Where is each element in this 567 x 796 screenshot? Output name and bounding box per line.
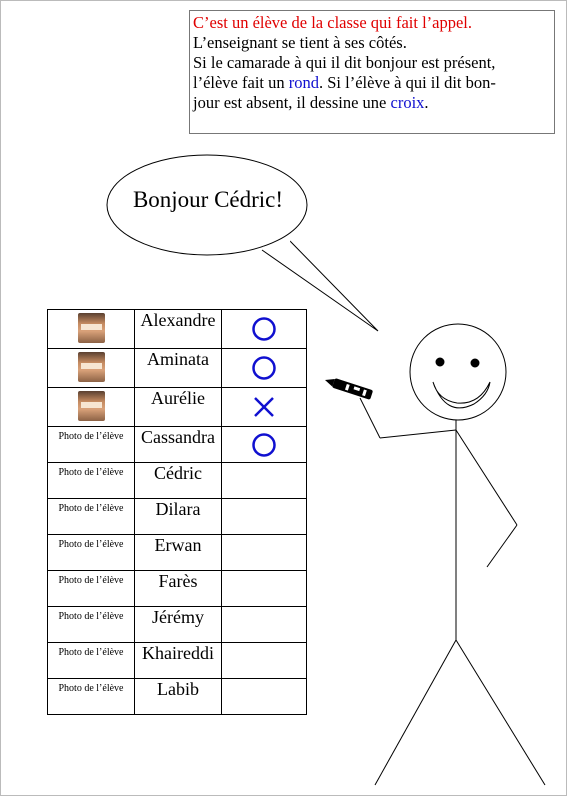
present-circle-icon xyxy=(251,316,277,342)
table-row xyxy=(48,463,307,499)
instruction-line-1: C’est un élève de la classe qui fait l’appel. xyxy=(193,13,473,32)
photo-placeholder-label: Photo de l’élève xyxy=(58,467,124,478)
right-leg xyxy=(456,640,545,785)
photo-cell xyxy=(48,499,135,535)
left-leg xyxy=(375,640,456,785)
table-row xyxy=(48,388,307,427)
attendance-mark-cell[interactable] xyxy=(222,463,307,499)
attendance-mark-cell[interactable] xyxy=(222,571,307,607)
attendance-mark-cell[interactable] xyxy=(222,310,307,349)
photo-cell xyxy=(48,535,135,571)
table-row xyxy=(48,349,307,388)
photo-cell xyxy=(48,349,135,388)
student-name: Alexandre xyxy=(135,310,222,349)
student-name: Jérémy xyxy=(135,607,222,643)
right-eye xyxy=(471,359,479,367)
instruction-line-3: Si le camarade à qui il dit bonjour est présent, xyxy=(193,53,496,72)
student-name: Khaireddi xyxy=(135,643,222,679)
left-eye xyxy=(436,358,444,366)
attendance-mark-cell[interactable] xyxy=(222,535,307,571)
crayon-icon xyxy=(323,375,373,400)
instruction-line-2: L’enseignant se tient à ses côtés. xyxy=(193,33,407,52)
present-circle-icon xyxy=(251,432,277,458)
photo-cell xyxy=(48,643,135,679)
student-name: Aurélie xyxy=(135,388,222,427)
keyword-rond: rond xyxy=(288,73,319,92)
student-name: Erwan xyxy=(135,535,222,571)
table-row xyxy=(48,607,307,643)
student-name: Dilara xyxy=(135,499,222,535)
table-row xyxy=(48,427,307,463)
attendance-table xyxy=(47,309,307,715)
present-circle-icon xyxy=(251,355,277,381)
attendance-mark-cell[interactable] xyxy=(222,349,307,388)
right-arm xyxy=(456,430,517,525)
right-forearm xyxy=(487,525,517,567)
photo-placeholder-label: Photo de l’élève xyxy=(58,683,124,694)
attendance-mark-cell[interactable] xyxy=(222,499,307,535)
photo-cell xyxy=(48,310,135,349)
attendance-mark-cell[interactable] xyxy=(222,607,307,643)
student-name: Labib xyxy=(135,679,222,715)
photo-cell xyxy=(48,388,135,427)
photo-cell xyxy=(48,607,135,643)
student-name: Cédric xyxy=(135,463,222,499)
instruction-text: l’élève fait un xyxy=(193,73,289,92)
photo-cell xyxy=(48,427,135,463)
left-arm xyxy=(380,430,456,438)
table-row xyxy=(48,535,307,571)
photo-placeholder-label: Photo de l’élève xyxy=(58,575,124,586)
student-name: Aminata xyxy=(135,349,222,388)
table-row xyxy=(48,643,307,679)
table-row xyxy=(48,310,307,349)
photo-placeholder-label: Photo de l’élève xyxy=(58,611,124,622)
student-photo xyxy=(78,352,105,382)
attendance-mark-cell[interactable] xyxy=(222,679,307,715)
instruction-text: jour est absent, il dessine une xyxy=(193,93,391,112)
table-row xyxy=(48,499,307,535)
instruction-text: . xyxy=(424,93,429,112)
keyword-croix: croix xyxy=(390,93,425,112)
photo-placeholder-label: Photo de l’élève xyxy=(58,539,124,550)
stick-figure xyxy=(360,324,545,785)
left-forearm xyxy=(360,398,380,438)
instruction-text: . Si l’élève à qui il dit bon- xyxy=(319,73,496,92)
student-photo xyxy=(78,391,105,421)
smile xyxy=(433,382,490,408)
photo-cell xyxy=(48,679,135,715)
speech-bubble-text: Bonjour Cédric! xyxy=(132,187,284,212)
table-row xyxy=(48,679,307,715)
table-row xyxy=(48,571,307,607)
student-name: Cassandra xyxy=(135,427,222,463)
photo-cell xyxy=(48,463,135,499)
attendance-mark-cell[interactable] xyxy=(222,388,307,427)
attendance-mark-cell[interactable] xyxy=(222,643,307,679)
photo-placeholder-label: Photo de l’élève xyxy=(58,431,124,442)
photo-placeholder-label: Photo de l’élève xyxy=(58,647,124,658)
student-photo xyxy=(78,313,105,343)
photo-placeholder-label: Photo de l’élève xyxy=(58,503,124,514)
speech-bubble xyxy=(107,155,378,331)
absent-cross-icon xyxy=(251,394,277,420)
student-name: Farès xyxy=(135,571,222,607)
photo-cell xyxy=(48,571,135,607)
attendance-mark-cell[interactable] xyxy=(222,427,307,463)
